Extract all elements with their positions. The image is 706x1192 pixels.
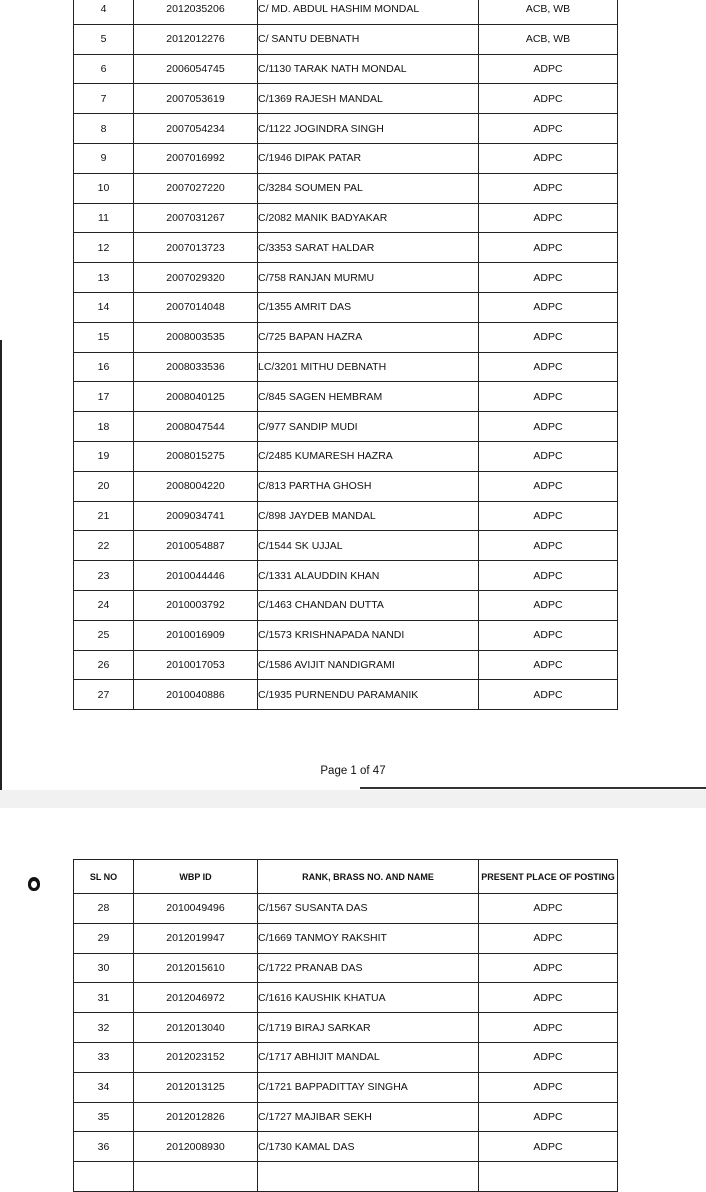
header-posting: PRESENT PLACE OF POSTING xyxy=(479,860,618,894)
posting-cell: ADPC xyxy=(479,233,618,263)
header-sl-no: SL NO xyxy=(74,860,134,894)
table-row xyxy=(74,322,618,352)
posting-cell: ADPC xyxy=(479,1102,618,1132)
sl-no-cell: 32 xyxy=(74,1013,134,1043)
rank-name-cell: C/1573 KRISHNAPADA NANDI xyxy=(258,620,479,650)
table-row xyxy=(74,292,618,322)
posting-cell: ADPC xyxy=(479,1132,618,1162)
sl-no-cell: 24 xyxy=(74,590,134,620)
rank-name-cell: C/3353 SARAT HALDAR xyxy=(258,233,479,263)
wbp-id-cell: 2010016909 xyxy=(134,620,258,650)
posting-cell: ADPC xyxy=(479,1013,618,1043)
sl-no-cell: 34 xyxy=(74,1072,134,1102)
wbp-id-cell: 2007027220 xyxy=(134,173,258,203)
wbp-id-cell: 2010003792 xyxy=(134,590,258,620)
posting-cell: ADPC xyxy=(479,84,618,114)
table-row xyxy=(74,953,618,983)
posting-cell: ADPC xyxy=(479,412,618,442)
posting-cell: ADPC xyxy=(479,352,618,382)
wbp-id-cell: 2012012826 xyxy=(134,1102,258,1132)
rank-name-cell: C/1721 BAPPADITTAY SINGHA xyxy=(258,1072,479,1102)
posting-cell: ADPC xyxy=(479,1072,618,1102)
table-row xyxy=(74,923,618,953)
posting-cell: ADPC xyxy=(479,983,618,1013)
sl-no-cell: 16 xyxy=(74,352,134,382)
posting-cell: ADPC xyxy=(479,1042,618,1072)
sl-no-cell: 9 xyxy=(74,143,134,173)
posting-cell: ADPC xyxy=(479,263,618,293)
wbp-id-cell: 2008004220 xyxy=(134,471,258,501)
rank-name-cell: C/1669 TANMOY RAKSHIT xyxy=(258,923,479,953)
sl-no-cell: 5 xyxy=(74,24,134,54)
rank-name-cell: C/977 SANDIP MUDI xyxy=(258,412,479,442)
wbp-id-cell: 2010040886 xyxy=(134,680,258,710)
wbp-id-cell: 2008047544 xyxy=(134,412,258,442)
rank-name-cell: C/ SANTU DEBNATH xyxy=(258,24,479,54)
scan-border-line xyxy=(0,340,2,790)
wbp-id-cell: 2010017053 xyxy=(134,650,258,680)
sl-no-cell: 20 xyxy=(74,471,134,501)
wbp-id-cell: 2012023152 xyxy=(134,1042,258,1072)
wbp-id-cell: 2008040125 xyxy=(134,382,258,412)
wbp-id-cell: 2007016992 xyxy=(134,143,258,173)
sl-no-cell: 14 xyxy=(74,292,134,322)
sl-no-cell: 23 xyxy=(74,561,134,591)
table-row xyxy=(74,114,618,144)
rank-name-cell: C/898 JAYDEB MANDAL xyxy=(258,501,479,531)
wbp-id-cell: 2009034741 xyxy=(134,501,258,531)
table-row xyxy=(74,233,618,263)
table-body xyxy=(74,894,618,1192)
wbp-id-cell: 2012013125 xyxy=(134,1072,258,1102)
posting-cell: ADPC xyxy=(479,531,618,561)
table-row xyxy=(74,531,618,561)
posting-cell: ADPC xyxy=(479,923,618,953)
sl-no-cell: 35 xyxy=(74,1102,134,1132)
wbp-id-cell: 2012019947 xyxy=(134,923,258,953)
wbp-id-cell: 2007029320 xyxy=(134,263,258,293)
posting-cell: ADPC xyxy=(479,680,618,710)
sl-no-cell: 36 xyxy=(74,1132,134,1162)
table-row xyxy=(74,54,618,84)
header-wbp-id: WBP ID xyxy=(134,860,258,894)
sl-no-cell: 29 xyxy=(74,923,134,953)
sl-no-cell: 4 xyxy=(74,0,134,24)
wbp-id-cell: 2007053619 xyxy=(134,84,258,114)
rank-name-cell: C/1586 AVIJIT NANDIGRAMI xyxy=(258,650,479,680)
wbp-id-cell: 2010044446 xyxy=(134,561,258,591)
sl-no-cell: 33 xyxy=(74,1042,134,1072)
rank-name-cell: C/1717 ABHIJIT MANDAL xyxy=(258,1042,479,1072)
wbp-id-cell: 2007054234 xyxy=(134,114,258,144)
wbp-id-cell: 2006054745 xyxy=(134,54,258,84)
table-row xyxy=(74,590,618,620)
table-row xyxy=(74,650,618,680)
rank-name-cell: C/1331 ALAUDDIN KHAN xyxy=(258,561,479,591)
wbp-id-cell: 2010049496 xyxy=(134,894,258,924)
posting-cell: ACB, WB xyxy=(479,0,618,24)
posting-cell: ACB, WB xyxy=(479,24,618,54)
rank-name-cell: C/1730 KAMAL DAS xyxy=(258,1132,479,1162)
wbp-id-cell: 2010054887 xyxy=(134,531,258,561)
table-row xyxy=(74,24,618,54)
wbp-id-cell: 2012008930 xyxy=(134,1132,258,1162)
sl-no-cell: 8 xyxy=(74,114,134,144)
wbp-id-cell: 2012046972 xyxy=(134,983,258,1013)
rank-name-cell: C/2082 MANIK BADYAKAR xyxy=(258,203,479,233)
rank-name-cell: C/1369 RAJESH MANDAL xyxy=(258,84,479,114)
rank-name-cell: C/725 BAPAN HAZRA xyxy=(258,322,479,352)
table-row xyxy=(74,203,618,233)
sl-no-cell: 19 xyxy=(74,441,134,471)
posting-cell: ADPC xyxy=(479,203,618,233)
table-row xyxy=(74,1042,618,1072)
personnel-table-page-2 xyxy=(73,859,618,1192)
document-page-2 xyxy=(0,808,706,1177)
posting-cell: ADPC xyxy=(479,441,618,471)
sl-no-cell: 6 xyxy=(74,54,134,84)
posting-cell: ADPC xyxy=(479,590,618,620)
sl-no-cell: 25 xyxy=(74,620,134,650)
table-header xyxy=(74,860,618,894)
wbp-id-cell: 2008003535 xyxy=(134,322,258,352)
sl-no-cell: 21 xyxy=(74,501,134,531)
sl-no-cell: 12 xyxy=(74,233,134,263)
sl-no-cell: 17 xyxy=(74,382,134,412)
table-row xyxy=(74,1102,618,1132)
posting-cell: ADPC xyxy=(479,953,618,983)
posting-cell: ADPC xyxy=(479,173,618,203)
sl-no-cell: 22 xyxy=(74,531,134,561)
posting-cell: ADPC xyxy=(479,894,618,924)
rank-name-cell: C/3284 SOUMEN PAL xyxy=(258,173,479,203)
rank-name-cell: C/2485 KUMARESH HAZRA xyxy=(258,441,479,471)
wbp-id-cell: 2007014048 xyxy=(134,292,258,322)
rank-name-cell: C/1122 JOGINDRA SINGH xyxy=(258,114,479,144)
table-row xyxy=(74,1013,618,1043)
page-number: Page 1 of 47 xyxy=(320,765,386,777)
table-row xyxy=(74,1072,618,1102)
posting-cell: ADPC xyxy=(479,143,618,173)
table-row xyxy=(74,471,618,501)
sl-no-cell: 15 xyxy=(74,322,134,352)
table-row xyxy=(74,894,618,924)
rank-name-cell: C/ MD. ABDUL HASHIM MONDAL xyxy=(258,0,479,24)
sl-no-cell: 31 xyxy=(74,983,134,1013)
rank-name-cell: C/1719 BIRAJ SARKAR xyxy=(258,1013,479,1043)
scan-artifact-icon xyxy=(28,877,40,891)
rank-name-cell: C/813 PARTHA GHOSH xyxy=(258,471,479,501)
table-row xyxy=(74,412,618,442)
table-row xyxy=(74,561,618,591)
table-row xyxy=(74,263,618,293)
posting-cell: ADPC xyxy=(479,292,618,322)
rank-name-cell: C/1722 PRANAB DAS xyxy=(258,953,479,983)
rank-name-cell: C/1463 CHANDAN DUTTA xyxy=(258,590,479,620)
rank-name-cell: C/1946 DIPAK PATAR xyxy=(258,143,479,173)
posting-cell: ADPC xyxy=(479,650,618,680)
wbp-id-cell: 2008033536 xyxy=(134,352,258,382)
personnel-table-page-1 xyxy=(73,0,618,710)
posting-cell: ADPC xyxy=(479,322,618,352)
posting-cell: ADPC xyxy=(479,561,618,591)
table-row xyxy=(74,1132,618,1162)
rank-name-cell: C/1355 AMRIT DAS xyxy=(258,292,479,322)
sl-no-cell: 7 xyxy=(74,84,134,114)
sl-no-cell: 30 xyxy=(74,953,134,983)
table-body xyxy=(74,0,618,710)
header-rank-name: RANK, BRASS NO. AND NAME xyxy=(258,860,479,894)
rank-name-cell: C/1544 SK UJJAL xyxy=(258,531,479,561)
wbp-id-cell: 2008015275 xyxy=(134,441,258,471)
wbp-id-cell: 2007031267 xyxy=(134,203,258,233)
rank-name-cell: C/1567 SUSANTA DAS xyxy=(258,894,479,924)
table-row xyxy=(74,680,618,710)
wbp-id-cell: 2012012276 xyxy=(134,24,258,54)
rank-name-cell: LC/3201 MITHU DEBNATH xyxy=(258,352,479,382)
table-row xyxy=(74,382,618,412)
sl-no-cell: 13 xyxy=(74,263,134,293)
table-row xyxy=(74,501,618,531)
sl-no-cell: 18 xyxy=(74,412,134,442)
posting-cell: ADPC xyxy=(479,382,618,412)
posting-cell: ADPC xyxy=(479,114,618,144)
table-row xyxy=(74,620,618,650)
sl-no-cell: 10 xyxy=(74,173,134,203)
table-row xyxy=(74,0,618,24)
rank-name-cell: C/1727 MAJIBAR SEKH xyxy=(258,1102,479,1132)
scan-edge-line xyxy=(360,787,706,789)
table-row xyxy=(74,173,618,203)
rank-name-cell: C/1130 TARAK NATH MONDAL xyxy=(258,54,479,84)
posting-cell: ADPC xyxy=(479,54,618,84)
rank-name-cell: C/1935 PURNENDU PARAMANIK xyxy=(258,680,479,710)
rank-name-cell: C/845 SAGEN HEMBRAM xyxy=(258,382,479,412)
sl-no-cell: 11 xyxy=(74,203,134,233)
wbp-id-cell: 2007013723 xyxy=(134,233,258,263)
table-row xyxy=(74,983,618,1013)
table-row xyxy=(74,441,618,471)
page-gap xyxy=(0,790,706,808)
sl-no-cell: 28 xyxy=(74,894,134,924)
rank-name-cell: C/1616 KAUSHIK KHATUA xyxy=(258,983,479,1013)
wbp-id-cell: 2012035206 xyxy=(134,0,258,24)
wbp-id-cell: 2012013040 xyxy=(134,1013,258,1043)
rank-name-cell: C/758 RANJAN MURMU xyxy=(258,263,479,293)
table-row xyxy=(74,352,618,382)
sl-no-cell: 26 xyxy=(74,650,134,680)
sl-no-cell: 27 xyxy=(74,680,134,710)
wbp-id-cell: 2012015610 xyxy=(134,953,258,983)
header-row xyxy=(74,860,618,894)
posting-cell: ADPC xyxy=(479,471,618,501)
posting-cell: ADPC xyxy=(479,620,618,650)
table-row xyxy=(74,143,618,173)
table-row xyxy=(74,84,618,114)
posting-cell: ADPC xyxy=(479,501,618,531)
